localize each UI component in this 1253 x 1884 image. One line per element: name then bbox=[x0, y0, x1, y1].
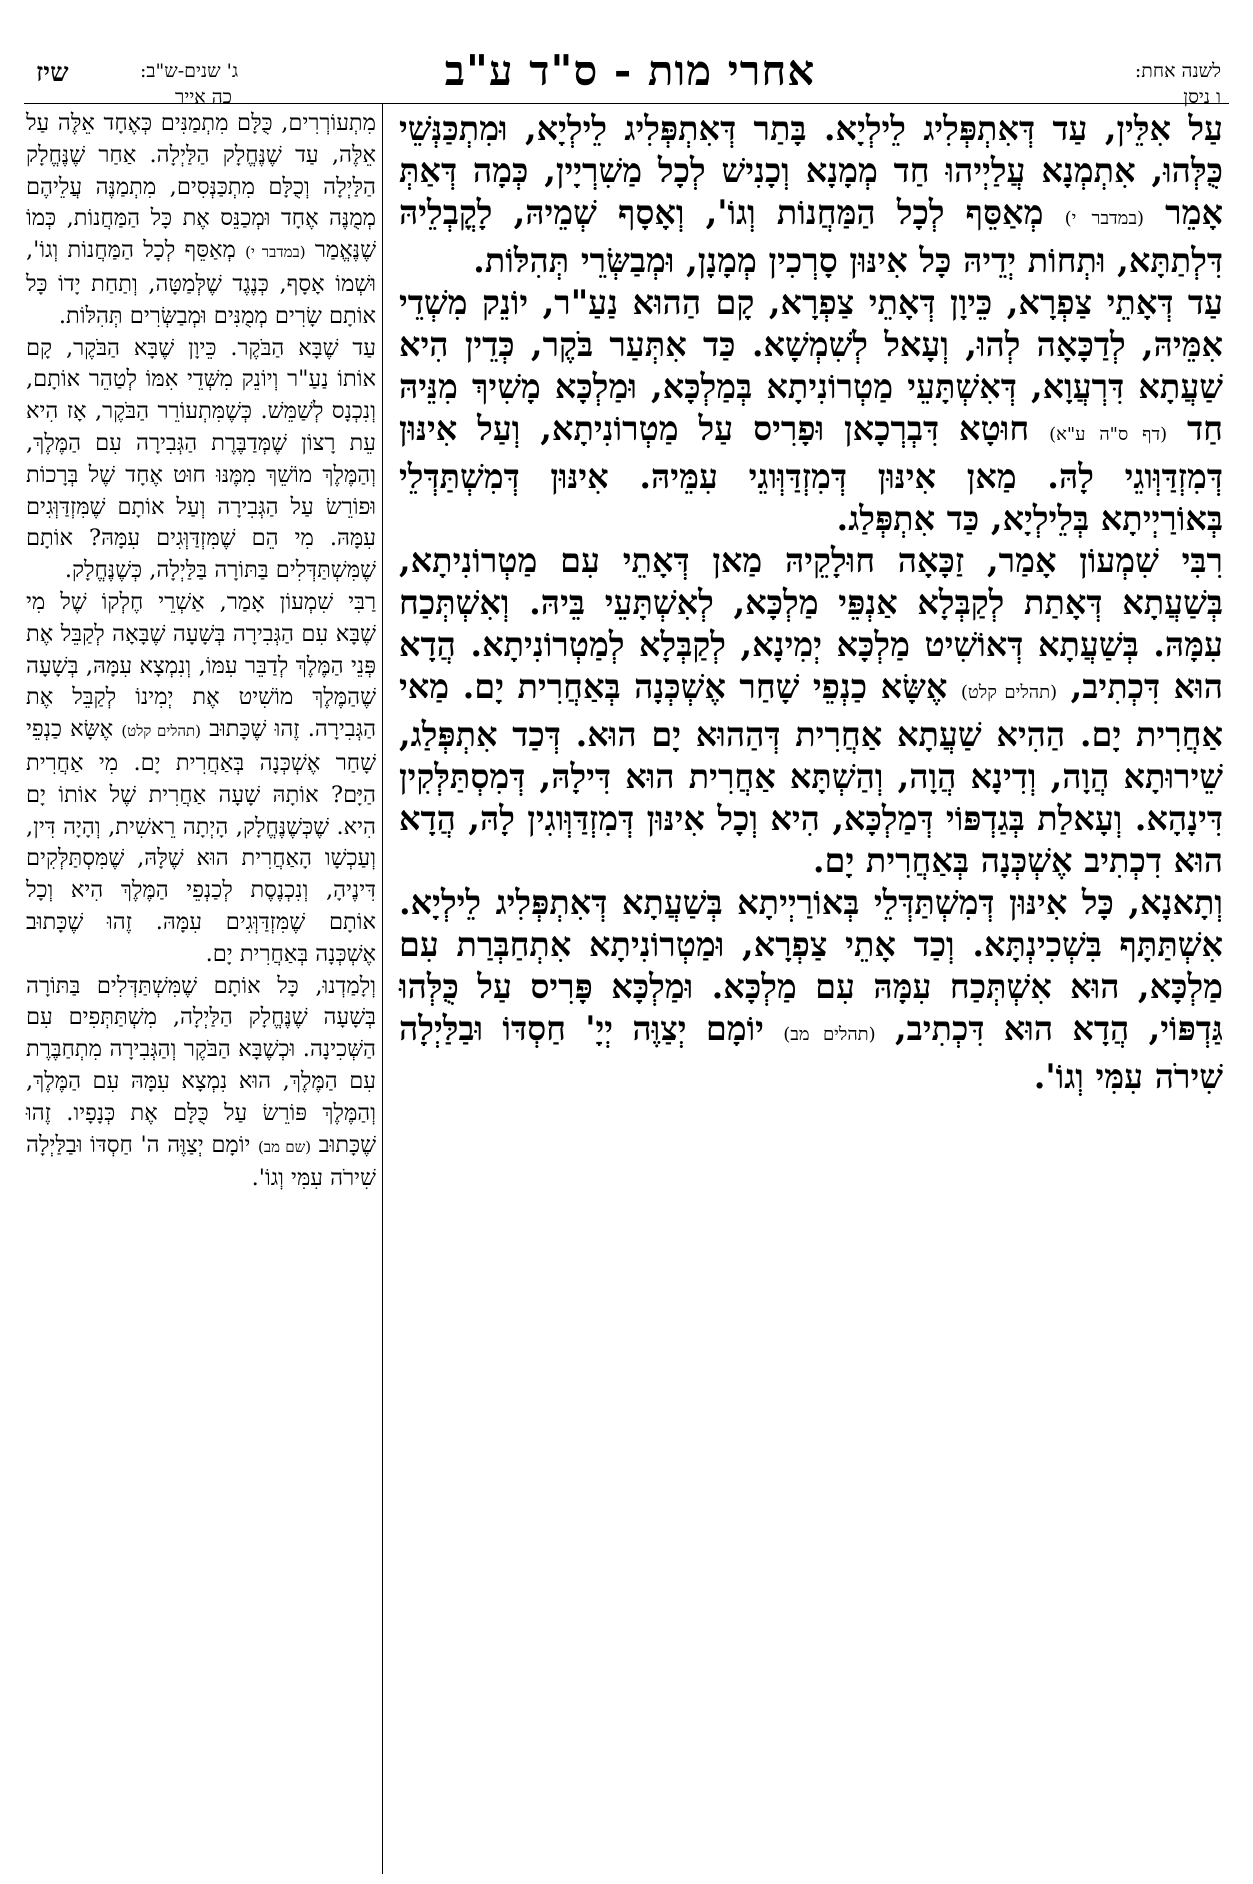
translation-column bbox=[26, 108, 376, 1195]
translation-paragraph bbox=[26, 587, 376, 971]
translation-text-segment: וְלָמַדְנוּ, כָּל אוֹתָם שֶׁמִּשְׁתַּדְּלִים בַּתּוֹרָה בְּשָׁעָה שֶׁנֶּחֱלָק הַלַּיְלָה, מִשְׁתַּתְּפִים עִם הַשְּׁכִינָה. וּכְשֶׁבָּא הַבֹּקֶר וְהַגְּבִירָה מִתְחַבֶּרֶת עִם הַמֶּלֶךְ, הוּא נִמְצָא עִמָּהּ עִם הַמֶּלֶךְ, וְהַמֶּלֶךְ פּוֹרֵשׂ עַל כֻּלָּם אֶת כְּנָפָיו. זֶהוּ שֶׁכָּתוּב bbox=[26, 972, 376, 1158]
main-paragraph bbox=[399, 540, 1223, 882]
header-study-cycle-label: לשנה אחת: bbox=[1134, 60, 1221, 82]
header-cycle-date: כה אייר bbox=[175, 86, 232, 108]
translation-text-segment: מְאַסֵּף לְכָל הַמַּחֲנוֹת וְגוֹ', וּשְׁמוֹ אָסָף, כְּנֶגֶד שֶׁלְּמַטָּה, וְתַחַת יָדוֹ כָּל אוֹתָם שָׂרִים מְמֻנִּים וּמְבַשְּׂרִים תְּהִלּוֹת. bbox=[26, 237, 376, 329]
verse-reference: (תהלים מב) bbox=[783, 1024, 876, 1045]
main-paragraph bbox=[399, 108, 1223, 282]
main-text-segment: אֶשָּׂא כַנְפֵי שָׁחַר אֶשְׁכְּנָה בְּאַחֲרִית יָם. מַאי אַחֲרִית יָם. הַהִיא שַׁעֲתָא אַחֲרִית דְּהַהוּא יָם הוּא. דְּכַד אִתְפְּלַג, שֵׁירוּתָא הֲוָה, וְדִינָא הֲוָה, וְהַשְׁתָּא אַחֲרִית הוּא דִּילָהּ, דְּמִסְתַּלְּקִין דִּינָהָא. וְעָאלַת בְּגַדְפּוֹי דְּמַלְכָּא, הִיא וְכָל אִינּוּן דְּמִזְדַּוְּוגִין לָהּ, הֲדָא הוּא דִכְתִיב אֶשְׁכְּנָה בְּאַחֲרִית יָם. bbox=[399, 667, 1223, 880]
verse-reference: (תהלים קלט) bbox=[960, 682, 1058, 703]
header-study-date: ו ניסן bbox=[1183, 86, 1221, 108]
main-text-segment: חוּטָא דִּבְרְכָאן וּפָרִיס עַל מַטְרוֹנִיתָא, וְעַל אִינּוּן דְּמִזְדַּוְּוגֵי לָהּ. מַאן אִינּוּן דְּמִזְדַּוְּוגֵי עִמֵּיהּ. אִינּוּן דְּמִשְׁתַּדְּלֵי בְּאוֹרַיְיתָא בְּלֵילְיָא, כַּד אִתְפְּלַג. bbox=[399, 409, 1223, 538]
header-cycle-label: ג' שנים-ש"ב: bbox=[140, 60, 239, 82]
page-title: אחרי מות - ס"ד ע"ב bbox=[444, 46, 816, 95]
main-text-segment: וְתָאנָא, כָּל אִינּוּן דְּמִשְׁתַּדְּלֵי בְּאוֹרַיְיתָא בְּשַׁעֲתָא דְּאִתְפְּלִיג לֵילְיָא. אִשְׁתַּתָּף בִּשְׁכִינְתָּא. וְכַד אָתֵי צַפְרָא, וּמַטְרוֹנִיתָא אִתְחַבְּרַת עִם מַלְכָּא, הוּא אִשְׁתְּכַח עִמָּהּ עִם מַלְכָּא. וּמַלְכָּא פָּרִיס עַל כֻּלְּהוּ גַּדְפּוֹי, הֲדָא הוּא דִּכְתִיב, bbox=[399, 883, 1223, 1048]
main-paragraph bbox=[399, 282, 1223, 540]
translation-text-segment: יוֹמָם יְצַוֶּה ה' חַסְדּוֹ וּבַלַּיְלָה שִׁירֹה עִמִּי וְגוֹ'. bbox=[26, 1131, 376, 1192]
verse-reference: (במדבר י) bbox=[1064, 208, 1145, 229]
verse-reference: (במדבר י) bbox=[245, 243, 306, 262]
main-text-segment: רִבִּי שִׁמְעוֹן אָמַר, זַכָּאָה חוּלָקֵיהּ מַאן דְּאָתֵי עִם מַטְרוֹנִיתָא, בְּשַׁעֲתָא דְּאָתַת לְקַבְּלָא אַנְפֵּי מַלְכָּא, לְאִשְׁתָּעֵי בֵּיהּ. וְאִשְׁתְּכַח עִמָּהּ. בְּשַׁעֲתָא דְּאוֹשִׁיט מַלְכָּא יְמִינָא, לְקַבְּלָא לְמַטְרוֹנִיתָא. הֲדָא הוּא דִּכְתִיב, bbox=[399, 541, 1223, 706]
translation-paragraph bbox=[26, 333, 376, 587]
verse-reference: (שם מב) bbox=[258, 1137, 312, 1156]
main-column bbox=[399, 108, 1223, 1098]
translation-text-segment: עַד שֶׁבָּא הַבֹּקֶר. כֵּיוָן שֶׁבָּא הַבֹּקֶר, קָם אוֹתוֹ נַעַ"ר וְיוֹנֵק מִשְּׁדֵי אִמּוֹ לְטַהֵר אוֹתָם, וְנִכְנָס לְשַׁמֵּשׁ. כְּשֶׁמִּתְעוֹרֵר הַבֹּקֶר, אָז הִיא עֵת רָצוֹן שֶׁמְּדַבֶּרֶת הַגְּבִירָה עִם הַמֶּלֶךְ, וְהַמֶּלֶךְ מוֹשֵׁךְ מִמֶּנּוּ חוּט אֶחָד שֶׁל בְּרָכוֹת וּפוֹרֵשׂ עַל הַגְּבִירָה וְעַל אוֹתָם שֶׁמִּזְדַּוְּגִים עִמָּהּ. מִי הֵם שֶׁמִּזְדַּוְּגִים עִמָּהּ? אוֹתָם שֶׁמִּשְׁתַּדְּלִים בַּתּוֹרָה בַּלַּיְלָה, כְּשֶׁנֶּחֱלָק. bbox=[26, 334, 376, 584]
main-text-segment: מְאַסֵּף לְכָל הַמַּחֲנוֹת וְגוֹ', וְאָסָף שְׁמֵיהּ, לָקֳבְלֵיהּ דִּלְתַתָּא, וּתְחוֹת יְדֵיהּ כָּל אִינּוּן סָרְכִין מְמָנָן, וּמְבַשְּׂרֵי תְּהִלּוֹת. bbox=[399, 193, 1223, 280]
folio-reference: (דף ס"ה ע"א) bbox=[1049, 424, 1168, 445]
main-text-segment: עַד דְּאָתֵי צַפְרָא, כֵּיוָן דְּאָתֵי צַפְרָא, קָם הַהוּא נַעַ"ר, יוֹנֵק מִשְׁדֵי אִמֵּיהּ, לְדַכָּאָה לְהוּ, וְעָאל לְשִׁמְשָׁא. כַּד אִתְּעַר בֹּקֶר, כְּדֵין הִיא שַׁעֲתָא דִּרְעֲוָא, דְּאִשְׁתָּעֵי מַטְרוֹנִיתָא בְּמַלְכָּא, וּמַלְכָּא מָשִׁיךְ מִנֵּיהּ חַד bbox=[399, 283, 1223, 448]
translation-paragraph bbox=[26, 108, 376, 333]
translation-text-segment: אֶשָּׂא כַנְפֵי שָׁחַר אֶשְׁכְּנָה בְּאַחֲרִית יָם. מִי אַחֲרִית הַיָּם? אוֹתָהּ שָׁעָה אַחֲרִית שֶׁל אוֹתוֹ יָם הִיא. שֶׁכְּשֶׁנֶּחֱלָק, הָיְתָה רֵאשִׁית, וְהָיָה דִּין, וְעַכְשָׁו הָאַחֲרִית הוּא שֶׁלָּהּ, שֶׁמִּסְתַּלְּקִים דִּינֶיהָ, וְנִכְנֶסֶת לְכַנְפֵי הַמֶּלֶךְ הִיא וְכָל אוֹתָם שֶׁמִּזְדַּוְּגִים עִמָּהּ. זֶהוּ שֶׁכָּתוּב אֶשְׁכְּנָה בְּאַחֲרִית יָם. bbox=[26, 716, 376, 967]
column-divider bbox=[382, 104, 383, 1874]
verse-reference: (תהלים קלט) bbox=[121, 722, 201, 741]
main-paragraph bbox=[399, 882, 1223, 1098]
translation-paragraph bbox=[26, 971, 376, 1196]
page-number: שיז bbox=[36, 58, 69, 88]
header-divider bbox=[24, 103, 1229, 104]
main-text-segment: יוֹמָם יְצַוֶּה יְיָ' חַסְדּוֹ וּבַלַּיְלָה שִׁירֹה עִמִּי וְגוֹ'. bbox=[399, 1009, 1223, 1096]
main-text-segment: עַל אִלֵּין, עַד דְּאִתְפְּלִיג לֵילְיָא. בָּתַר דְּאִתְפְּלִיג לֵילְיָא, וּמִתְכַּנְּשֵׁי כֻּלְּהוּ, אִתְמְנָא עֲלַיְיהוּ חַד מְמָנָא וְכָנִישׁ לְכָל מַשִׁרְיָין, כְּמָה דְּאַתְּ אָמֵר bbox=[399, 109, 1223, 232]
translation-text-segment: רַבִּי שִׁמְעוֹן אָמַר, אַשְׁרֵי חֶלְקוֹ שֶׁל מִי שֶׁבָּא עִם הַגְּבִירָה בְּשָׁעָה שֶׁבָּאָה לְקַבֵּל אֶת פְּנֵי הַמֶּלֶךְ לְדַבֵּר עִמּוֹ, וְנִמְצָא עִמָּהּ, בְּשָׁעָה שֶׁהַמֶּלֶךְ מוֹשִׁיט אֶת יְמִינוֹ לְקַבֵּל אֶת הַגְּבִירָה. זֶהוּ שֶׁכָּתוּב bbox=[26, 588, 377, 743]
translation-text-segment: מִתְעוֹרְרִים, כֻּלָּם מִתְמַנִּים כְּאֶחָד אֵלֶּה עַל אֵלֶּה, עַד שֶׁנֶּחֱלָק הַלַּיְלָה. אַחַר שֶׁנֶּחֱלָק הַלַּיְלָה וְכֻלָּם מִתְכַּנְּסִים, מִתְמַנֶּה עֲלֵיהֶם מְמֻנֶּה אֶחָד וּמְכַנֵּס אֶת כָּל הַמַּחֲנוֹת, כְּמוֹ שֶׁנֶּאֱמַר bbox=[26, 110, 377, 264]
